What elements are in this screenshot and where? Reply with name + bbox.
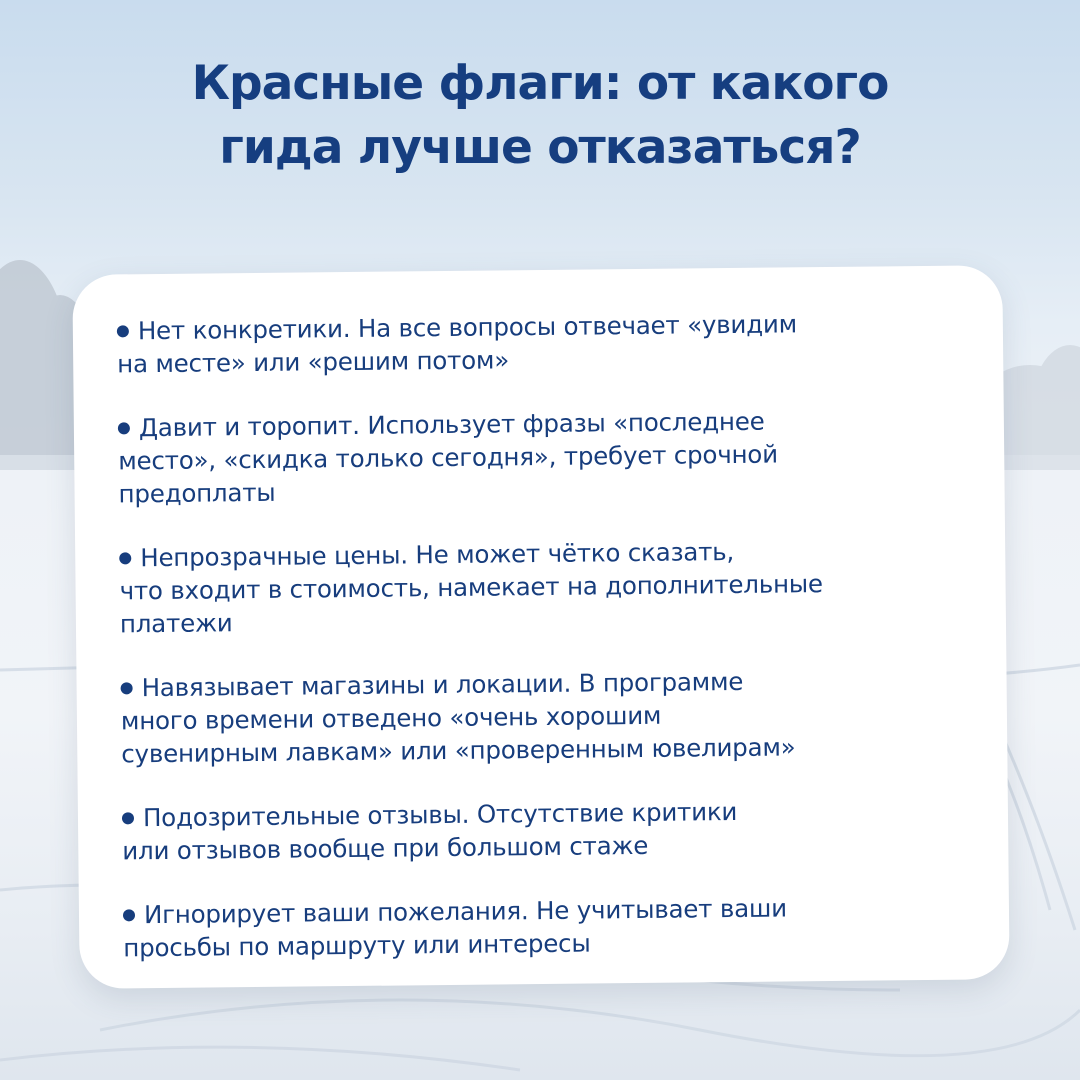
bullet-icon [117, 325, 129, 337]
item-line: Давит и торопит. Использует фразы «последнее [138, 406, 765, 443]
item-line: что входит в стоимость, намекает на дополнительные [119, 569, 823, 606]
bullet-icon [118, 422, 130, 434]
item-line: Подозрительные отзывы. Отсутствие критики [142, 796, 738, 833]
item-line: предоплаты [118, 477, 276, 509]
item-line: просьбы по маршруту или интересы [123, 928, 591, 963]
item-line: на месте» или «решим потом» [117, 345, 510, 379]
item-line: много времени отведено «очень хорошим [120, 700, 662, 736]
list-item [118, 403, 965, 511]
title-line-1: Красные флаги: от какого [191, 56, 889, 111]
item-line: сувенирным лавкам» или «проверенным ювелирам» [121, 732, 796, 769]
list-item [122, 793, 969, 868]
item-line: Нет конкретики. На все вопросы отвечает «увидим [137, 309, 798, 346]
red-flags-list [72, 265, 1009, 965]
bullet-icon [119, 552, 131, 564]
item-line: платежи [119, 608, 233, 639]
page-title [0, 52, 1080, 180]
bullet-icon [121, 682, 133, 694]
list-item [123, 890, 970, 965]
item-line: Навязывает магазины и локации. В программе [141, 666, 744, 703]
list-item [117, 306, 964, 381]
bullet-icon [122, 812, 134, 824]
item-line: Игнорирует ваши пожелания. Не учитывает ваши [143, 893, 788, 930]
list-item [120, 663, 967, 771]
item-line: место», «скидка только сегодня», требует срочной [118, 439, 778, 476]
title-line-2: гида лучше отказаться? [219, 120, 861, 175]
list-item [119, 533, 966, 641]
bullet-icon [123, 909, 135, 921]
item-line: или отзывов вообще при большом стаже [122, 830, 649, 866]
red-flags-card [72, 265, 1009, 989]
item-line: Непрозрачные цены. Не может чётко сказать, [140, 536, 735, 573]
